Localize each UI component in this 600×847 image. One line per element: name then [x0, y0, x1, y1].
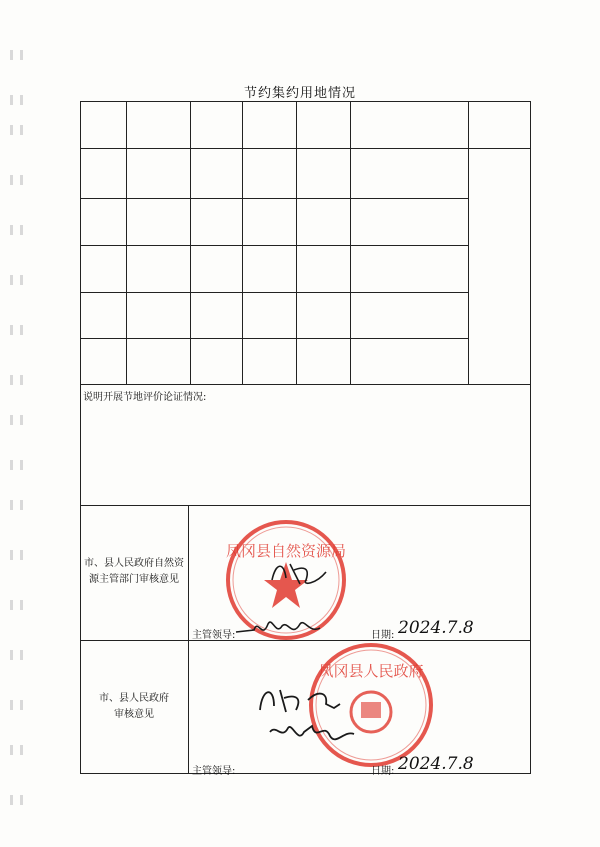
date-label: 日期: — [371, 766, 395, 777]
leader-label: 主管领导: — [192, 766, 236, 777]
seal-text: 凤冈县自然资源局 — [225, 542, 347, 560]
section-heading-line2: 源主管部门审核意见 — [89, 574, 179, 585]
leader-signature-icon — [234, 614, 324, 642]
section-heading-line2: 审核意见 — [114, 709, 154, 720]
section-heading-line1: 市、县人民政府 — [99, 693, 169, 704]
explanation-label: 说明开展节地评价论证情况: — [83, 392, 207, 403]
document-title: 节约集约用地情况 — [243, 86, 356, 101]
seal-text: 凤冈县人民政府 — [318, 662, 424, 680]
date-label: 日期: — [371, 630, 395, 641]
date-value: 2024.7.8 — [398, 618, 474, 638]
date-value: 2024.7.8 — [398, 754, 474, 774]
section-heading-line1: 市、县人民政府自然资 — [84, 558, 184, 569]
signature-icon — [270, 558, 330, 588]
leader-label: 主管领导: — [192, 630, 236, 641]
signature-icon — [256, 680, 366, 760]
